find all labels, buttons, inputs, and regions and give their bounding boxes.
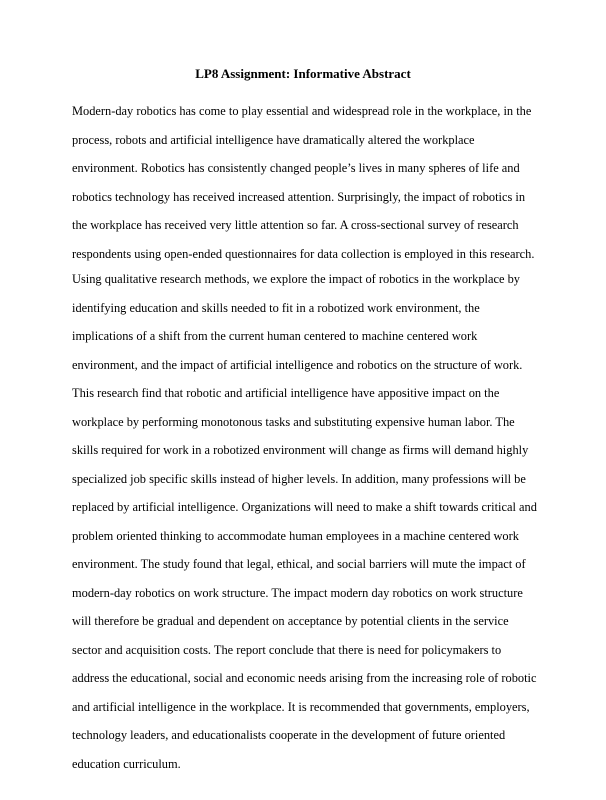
paragraph-line: Modern-day robotics has come to play essential and widespread role in the workplace, in the	[72, 104, 532, 118]
paragraph-line: sector and acquisition costs. The report conclude that there is need for policymakers to	[72, 642, 502, 657]
paragraph-line: technology leaders, and educationalists cooperate in the development of future oriented	[72, 728, 506, 742]
abstract-paragraph-2	[72, 265, 542, 778]
paragraph-line: environment, and the impact of artificial intelligence and robotics on the structure of work.	[72, 357, 523, 372]
paragraph-line: problem oriented thinking to accommodate human employees in a machine centered work	[72, 528, 519, 543]
paragraph-line: process, robots and artificial intelligence have dramatically altered the workplace	[72, 132, 475, 147]
document-title: LP8 Assignment: Informative Abstract	[195, 66, 411, 81]
paragraph-line: the workplace has received very little attention so far. A cross-sectional survey of research	[72, 218, 519, 232]
paragraph-line: will therefore be gradual and dependent on acceptance by potential clients in the service	[72, 614, 509, 628]
paragraph-line: specialized job specific skills instead of higher levels. In addition, many professions will be	[72, 471, 526, 486]
paragraph-line: identifying education and skills needed to fit in a robotized work environment, the	[72, 300, 480, 315]
paragraph-line: respondents using open-ended questionnaires for data collection is employed in this research.	[72, 246, 535, 261]
paragraph-line: This research find that robotic and artificial intelligence have appositive impact on the	[72, 386, 500, 400]
paragraph-line: education curriculum.	[72, 756, 181, 771]
paragraph-line: Using qualitative research methods, we explore the impact of robotics in the workplace by	[72, 272, 520, 286]
paragraph-line: and artificial intelligence in the workplace. It is recommended that governments, employers,	[72, 699, 530, 714]
paragraph-line: robotics technology has received increased attention. Surprisingly, the impact of robotics in	[72, 189, 526, 204]
paragraph-line: replaced by artificial intelligence. Organizations will need to make a shift towards critical and	[72, 500, 537, 514]
paragraph-line: address the educational, social and economic needs arising from the increasing role of robotic	[72, 671, 537, 685]
paragraph-line: modern-day robotics on work structure. The impact modern day robotics on work structure	[72, 585, 523, 600]
paragraph-line: implications of a shift from the current human centered to machine centered work	[72, 329, 478, 343]
abstract-paragraph-1	[72, 97, 542, 268]
paragraph-line: environment. The study found that legal, ethical, and social barriers will mute the impact of	[72, 557, 526, 571]
paragraph-line: skills required for work in a robotized environment will change as firms will demand highly	[72, 443, 529, 457]
paragraph-line: workplace by performing monotonous tasks and substituting expensive human labor. The	[72, 414, 515, 429]
paragraph-line: environment. Robotics has consistently changed people’s lives in many spheres of life and	[72, 161, 520, 175]
